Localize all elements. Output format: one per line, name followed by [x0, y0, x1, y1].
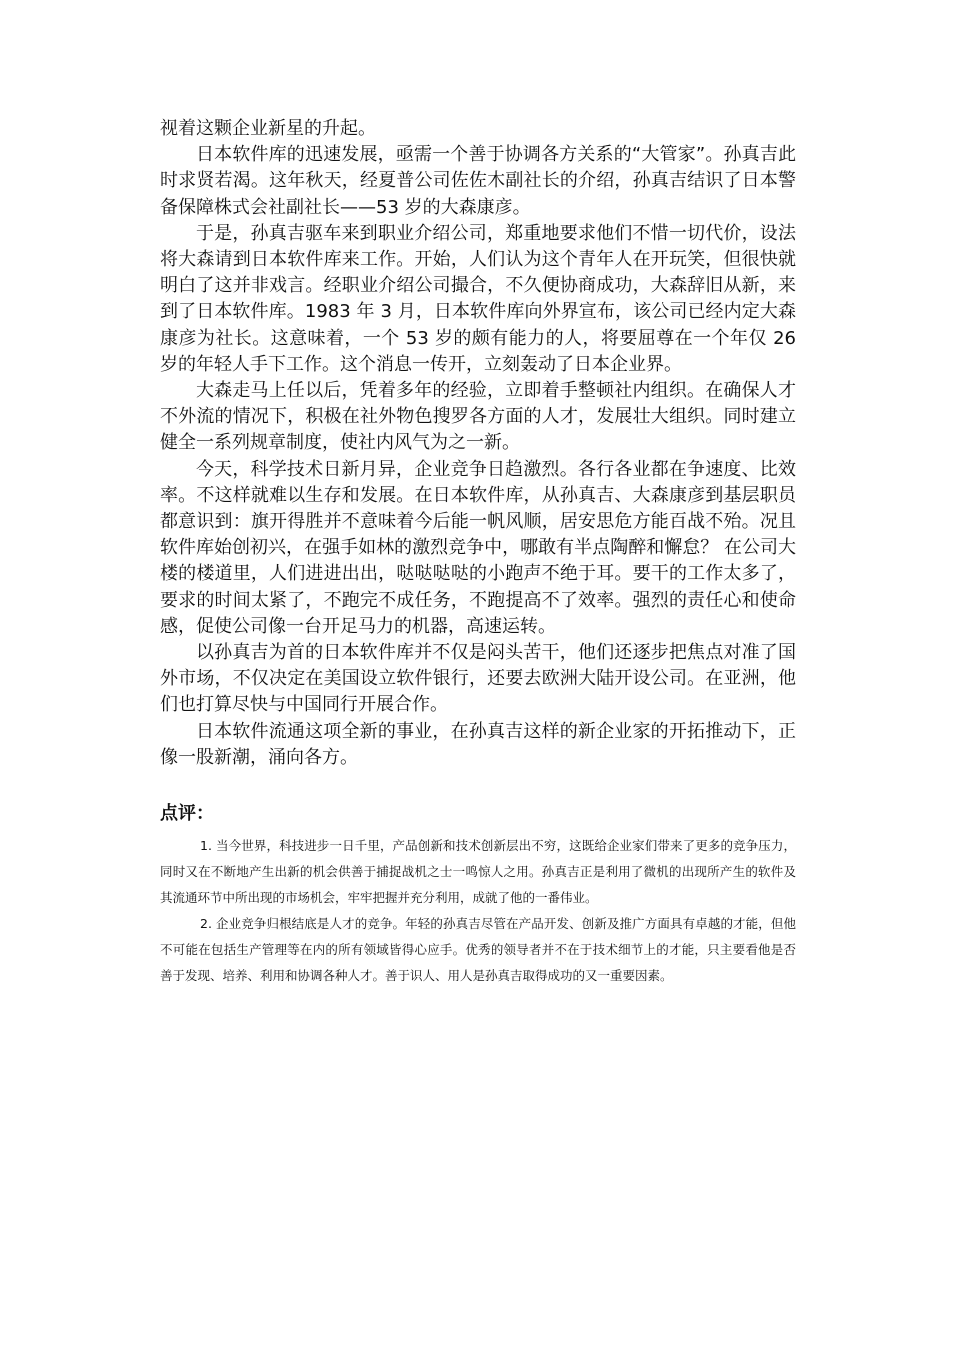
comment-heading: 点评：	[160, 803, 214, 825]
paragraph: 日本软件库的迅速发展，亟需一个善于协调各方关系的“大管家”。孙真吉此时求贤若渴。这年秋天，经夏普公司佐佐木副社长的介绍，孙真吉结识了日本警备保障株式会社副社长——53 岁的大森康彦。	[160, 144, 796, 218]
document-page	[160, 116, 796, 989]
paragraph: 日本软件流通这项全新的事业，在孙真吉这样的新企业家的开拓推动下，正像一股新潮，涌向各方。	[160, 720, 796, 768]
comment-item: 2. 企业竞争归根结底是人才的竞争。年轻的孙真吉尽管在产品开发、创新及推广方面具有卓越的才能，但他不可能在包括生产管理等在内的所有领域皆得心应手。优秀的领导者并不在于技术细节上的才能，只主要看他是否善于发现、培养、利用和协调各种人才。善于识人、用人是孙真吉取得成功的又一重要因素。	[160, 916, 796, 984]
comment-item: 1. 当今世界，科技进步一日千里，产品创新和技术创新层出不穷，这既给企业家们带来了更多的竞争压力，同时又在不断地产生出新的机会供善于捕捉战机之士一鸣惊人之用。孙真吉正是利用了微机的出现所产生的软件及其流通环节中所出现的市场机会，牢牢把握并充分利用，成就了他的一番伟业。	[160, 838, 796, 906]
paragraph: 以孙真吉为首的日本软件库并不仅是闷头苦干，他们还逐步把焦点对准了国外市场，不仅决定在美国设立软件银行，还要去欧洲大陆开设公司。在亚洲，他们也打算尽快与中国同行开展合作。	[160, 642, 796, 716]
paragraph: 于是，孙真吉驱车来到职业介绍公司，郑重地要求他们不惜一切代价，设法将大森请到日本软件库来工作。开始，人们认为这个青年人在开玩笑，但很快就明白了这并非戏言。经职业介绍公司撮合，不久便协商成功，大森辞旧从新，来到了日本软件库。1983 年 3 月，日本软件库向外界宣布，该公司已经内定大森康彦为社长。这意味着，一个 53 岁的颇有能力的人，将要屈尊在一个年仅 26 岁的年轻人手下工作。这个消息一传开，立刻轰动了日本企业界。	[160, 222, 796, 375]
article-body	[160, 116, 796, 771]
comment-section	[160, 801, 796, 989]
paragraph: 大森走马上任以后，凭着多年的经验，立即着手整顿社内组织。在确保人才不外流的情况下，积极在社外物色搜罗各方面的人才，发展壮大组织。同时建立健全一系列规章制度，使社内风气为之一新。	[160, 380, 796, 454]
paragraph: 今天，科学技术日新月异，企业竞争日趋激烈。各行各业都在争速度、比效率。不这样就难以生存和发展。在日本软件库，从孙真吉、大森康彦到基层职员都意识到：旗开得胜并不意味着今后能一帆风顺，居安思危方能百战不殆。况且软件库始创初兴，在强手如林的激烈竞争中，哪敢有半点陶醉和懈怠？ 在公司大楼的楼道里，人们进进出出，哒哒哒哒的小跑声不绝于耳。要干的工作太多了，要求的时间太紧了，不跑完不成任务，不跑提高不了效率。强烈的责任心和使命感，促使公司像一台开足马力的机器，高速运转。	[160, 458, 796, 637]
paragraph-continued: 视着这颗企业新星的升起。	[160, 118, 376, 139]
